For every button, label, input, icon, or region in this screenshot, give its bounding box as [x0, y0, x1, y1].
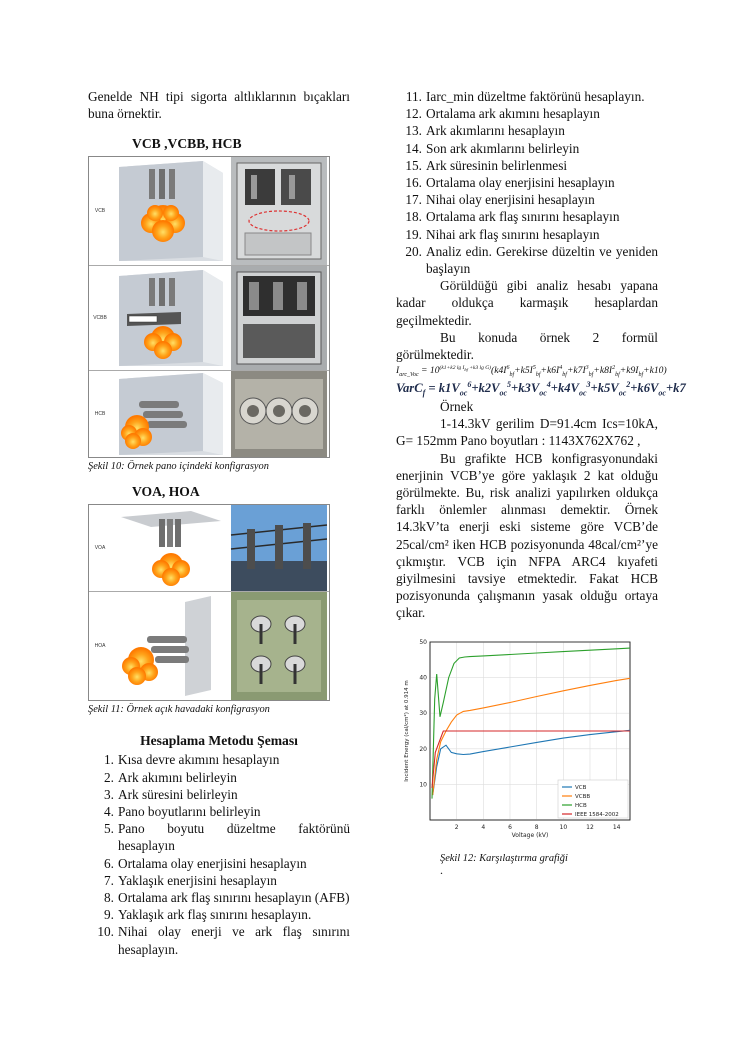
y-tick-label: 50: [419, 638, 427, 646]
paragraph-formulas-intro: Bu konuda örnek 2 formül görülmektedir.: [396, 329, 658, 363]
step-number: 18.: [405, 209, 422, 225]
step-number: 20.: [405, 243, 422, 259]
method-step: [88, 769, 350, 786]
legend-entry: VCB: [575, 784, 587, 791]
step-number: 9.: [104, 907, 114, 923]
step-text: Nihai olay enerjisini hesaplayın: [426, 192, 595, 208]
step-text: Nihai olay enerji ve ark flaş sınırını hesaplayın.: [118, 924, 350, 957]
x-axis-label: Voltage (kV): [511, 831, 549, 839]
step-text: Pano boyutu düzeltme faktörünü hesaplayın: [118, 821, 350, 854]
method-step: [396, 208, 658, 225]
step-text: Ark akımını belirleyin: [118, 769, 237, 785]
formula-varcf: VarC$_f$ = $k1V_{oc}^6+k2V_{oc}^5+k3V_{oc}^4+k4V_{oc}^3+k5V_{oc}^2+k6V_{oc}+k7$: [396, 380, 686, 399]
figure-10-row-hcb: [89, 371, 329, 457]
section-title: Hesaplama Metodu Şeması: [140, 733, 298, 749]
hcb-bushings-photo: [231, 371, 327, 457]
method-step: [396, 105, 658, 122]
figure-10-row-vcbb: [89, 266, 329, 371]
step-number: 16.: [405, 175, 422, 191]
step-text: Ark süresinin belirlenmesi: [426, 157, 568, 173]
example-text: 1-14.3kV gerilim D=91.4cm Ics=10kA, G= 152mm Pano boyutları : 1143X762X762 ,: [396, 416, 658, 449]
step-text: Son ark akımlarını belirleyin: [426, 140, 580, 156]
figure-10: [88, 156, 330, 458]
step-number: 10.: [97, 924, 114, 940]
x-tick-label: 4: [481, 823, 486, 831]
row-label: VCBB: [93, 315, 107, 322]
figure-12-caption: Şekil 12: Karşılaştırma grafiği: [440, 852, 568, 864]
figure-10-heading: VCB ,VCBB, HCB: [132, 136, 242, 152]
figure-11-caption: Şekil 11: Örnek açık havadaki konfigrasyon: [88, 704, 270, 716]
x-tick-label: 12: [586, 823, 594, 831]
step-number: 4.: [104, 804, 114, 820]
vcbb-switchgear-photo: [231, 266, 327, 370]
step-text: Kısa devre akımını hesaplayın: [118, 752, 280, 768]
x-tick-label: 10: [559, 823, 568, 831]
step-number: 8.: [104, 890, 114, 906]
step-number: 17.: [405, 192, 422, 208]
row-label: VOA: [94, 545, 106, 552]
step-number: 6.: [104, 855, 114, 871]
figure-11-heading: VOA, HOA: [132, 484, 200, 500]
x-tick-label: 6: [508, 823, 512, 831]
method-steps-list-right: [396, 88, 658, 277]
formula-iarc: $I_{arc\_Voc} = 10^{(k1+k2 lg I_{bf} +k3 lg G)}(k4I^6_{bf}+k5I^5_{bf}+k6I^4_{bf}+k7I^3_{bf}+k8I^2_{bf}+k9I_{bf}+k10)$: [396, 365, 667, 379]
step-text: Ark süresini belirleyin: [118, 786, 238, 802]
y-tick-label: 20: [419, 745, 427, 753]
figure-11-row-hoa: [89, 592, 329, 700]
hcb-enclosure-illustration: [111, 371, 231, 457]
y-tick-label: 40: [419, 674, 427, 682]
hoa-open-air-illustration: [111, 592, 231, 700]
x-tick-label: 2: [454, 823, 459, 831]
x-tick-label: 8: [534, 823, 539, 831]
legend-entry: IEEE 1584-2002: [575, 811, 619, 818]
vcbb-enclosure-illustration: [111, 266, 231, 370]
step-number: 14.: [405, 140, 422, 156]
step-text: Pano boyutlarını belirleyin: [118, 804, 261, 820]
paragraph-complexity: Görüldüğü gibi analiz hesabı yapana kadar oldukça karmaşık hesaplardan geçilmektedir.: [396, 278, 658, 328]
method-step: [396, 157, 658, 174]
step-number: 19.: [405, 226, 422, 242]
step-text: Nihai ark flaş sınırını hesaplayın: [426, 226, 600, 242]
method-step: [88, 786, 350, 803]
step-text: Ortalama olay enerjisini hesaplayın: [426, 175, 615, 191]
step-number: 5.: [104, 821, 114, 837]
method-step: [88, 923, 350, 957]
method-step: [88, 820, 350, 854]
right-column: [396, 88, 686, 877]
method-step: [88, 889, 350, 906]
intro-paragraph: Genelde NH tipi sigorta altlıklarının bıçakları buna örnektir.: [88, 89, 350, 122]
method-step: [88, 855, 350, 872]
step-number: 11.: [405, 89, 422, 104]
method-step: [88, 872, 350, 889]
method-steps-list-left: [88, 751, 350, 957]
step-text: Yaklaşık enerjisini hesaplayın: [118, 872, 277, 888]
step-text: Ortalama ark akımını hesaplayın: [426, 106, 600, 122]
hoa-switch-handles-photo: [231, 592, 327, 700]
voa-insulators-photo: [231, 505, 327, 591]
method-step: [88, 906, 350, 923]
step-text: Ortalama ark flaş sınırını hesaplayın (AFB): [118, 890, 350, 906]
figure-11-row-voa: [89, 505, 329, 592]
figure-11: [88, 504, 330, 701]
voa-open-air-illustration: [111, 505, 231, 591]
left-column: [88, 88, 350, 958]
vcb-switchgear-photo: [231, 157, 327, 265]
comparison-chart: [400, 636, 640, 846]
method-step: [396, 122, 658, 139]
vcb-enclosure-illustration: [111, 157, 231, 265]
paragraph-analysis: Bu grafikte HCB konfigrasyonundaki enerjinin VCB’ye göre yaklaşık 2 kat olduğu görülmekte. Bu, risk analizi yapılırken oldukça farklı önlemler alınması demektir. Örnek 14.3kV’ta enerji eski sisteme göre VCB’de 25cal/cm² iken HCB pozisyonunda 48cal/cm²’ye çıkmıştır. VCB için NFPA ARC4 kıyafeti giyilmesini tavsiye etmektedir. Fakat HCB pozisyonunda çalışmanın yasak olduğu ortaya çıkar.: [396, 450, 658, 621]
method-step: [396, 226, 658, 243]
step-text: Ortalama ark flaş sınırını hesaplayın: [426, 209, 620, 225]
example-label: Örnek: [440, 399, 474, 415]
row-label: HOA: [94, 643, 106, 650]
step-text: Ark akımlarını hesaplayın: [426, 123, 565, 139]
step-text: Iarc_min düzeltme faktörünü hesaplayın.: [426, 89, 645, 104]
row-label: HCB: [94, 411, 106, 418]
row-label: VCB: [94, 208, 106, 215]
method-step: [88, 751, 350, 768]
y-tick-label: 10: [419, 781, 427, 789]
method-step: [396, 191, 658, 208]
step-number: 2.: [104, 769, 114, 785]
legend-entry: HCB: [575, 802, 587, 809]
step-number: 13.: [405, 123, 422, 139]
figure-12: [400, 636, 658, 851]
method-step: [88, 803, 350, 820]
step-number: 15.: [405, 157, 422, 173]
step-text: Ortalama olay enerjisini hesaplayın: [118, 855, 307, 871]
step-number: 7.: [104, 872, 114, 888]
x-tick-label: 14: [612, 823, 621, 831]
y-axis-label: Incident Energy (cal/cm²) at 0.914 m: [404, 679, 410, 782]
trailing-dot: .: [440, 862, 443, 877]
legend-entry: VCBB: [575, 793, 591, 800]
figure-10-row-vcb: [89, 157, 329, 266]
step-text: Yaklaşık ark flaş sınırını hesaplayın.: [118, 907, 312, 923]
y-tick-label: 30: [419, 709, 427, 717]
method-step: [396, 174, 658, 191]
figure-10-caption: Şekil 10: Örnek pano içindeki konfigrasyon: [88, 461, 269, 473]
method-step: [396, 88, 658, 105]
method-step: [396, 140, 658, 157]
step-text: Analiz edin. Gerekirse düzeltin ve yeniden başlayın: [426, 243, 658, 277]
step-number: 3.: [104, 786, 114, 802]
step-number: 1.: [104, 752, 114, 768]
method-step: [396, 243, 658, 277]
step-number: 12.: [405, 106, 422, 122]
